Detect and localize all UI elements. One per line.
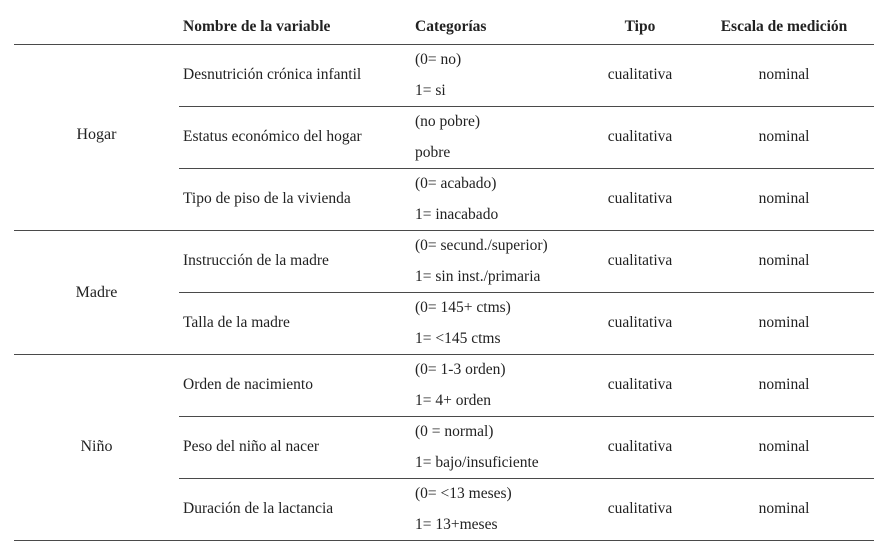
row-type: cualitativa — [607, 66, 673, 83]
row-variable: Talla de la madre — [183, 314, 290, 331]
row-category-0: (0= no) — [415, 51, 462, 68]
row-rule — [179, 168, 874, 169]
row-scale: nominal — [758, 500, 810, 517]
row-rule — [179, 416, 874, 417]
group-label-madre: Madre — [75, 284, 118, 301]
row-rule — [179, 292, 874, 293]
row-variable: Peso del niño al nacer — [183, 438, 320, 455]
row-category-0: (0= <13 meses) — [415, 485, 512, 502]
row-rule — [179, 106, 874, 107]
row-type: cualitativa — [607, 128, 673, 145]
row-variable: Instrucción de la madre — [183, 252, 329, 269]
row-variable: Desnutrición crónica infantil — [183, 66, 362, 83]
row-category-1: 1= si — [415, 82, 446, 99]
header-scale: Escala de medición — [720, 18, 848, 35]
row-category-1: 1= 4+ orden — [415, 392, 492, 409]
row-rule — [179, 478, 874, 479]
row-type: cualitativa — [607, 190, 673, 207]
row-category-1: 1= bajo/insuficiente — [415, 454, 539, 471]
header-variable: Nombre de la variable — [183, 18, 331, 35]
group-label-nino: Niño — [80, 438, 113, 455]
row-scale: nominal — [758, 66, 810, 83]
row-type: cualitativa — [607, 252, 673, 269]
header-categories: Categorías — [415, 18, 487, 35]
group-label-hogar: Hogar — [76, 126, 117, 143]
row-category-0: (0= secund./superior) — [415, 237, 548, 254]
row-scale: nominal — [758, 128, 810, 145]
row-type: cualitativa — [607, 376, 673, 393]
row-variable: Orden de nacimiento — [183, 376, 313, 393]
row-variable: Tipo de piso de la vivienda — [183, 190, 351, 207]
row-variable: Estatus económico del hogar — [183, 128, 362, 145]
row-category-0: (0= 145+ ctms) — [415, 299, 511, 316]
row-category-1: 1= 13+meses — [415, 516, 498, 533]
row-variable: Duración de la lactancia — [183, 500, 334, 517]
row-scale: nominal — [758, 314, 810, 331]
bottom-rule — [14, 540, 874, 541]
header-type: Tipo — [624, 18, 656, 35]
row-category-1: pobre — [415, 144, 451, 161]
row-scale: nominal — [758, 252, 810, 269]
row-category-1: 1= sin inst./primaria — [415, 268, 541, 285]
row-type: cualitativa — [607, 314, 673, 331]
row-scale: nominal — [758, 376, 810, 393]
row-category-0: (0 = normal) — [415, 423, 494, 440]
row-type: cualitativa — [607, 500, 673, 517]
row-scale: nominal — [758, 438, 810, 455]
row-category-1: 1= <145 ctms — [415, 330, 501, 347]
row-category-1: 1= inacabado — [415, 206, 499, 223]
row-category-0: (0= acabado) — [415, 175, 497, 192]
row-category-0: (0= 1-3 orden) — [415, 361, 506, 378]
row-category-0: (no pobre) — [415, 113, 480, 130]
row-scale: nominal — [758, 190, 810, 207]
row-type: cualitativa — [607, 438, 673, 455]
